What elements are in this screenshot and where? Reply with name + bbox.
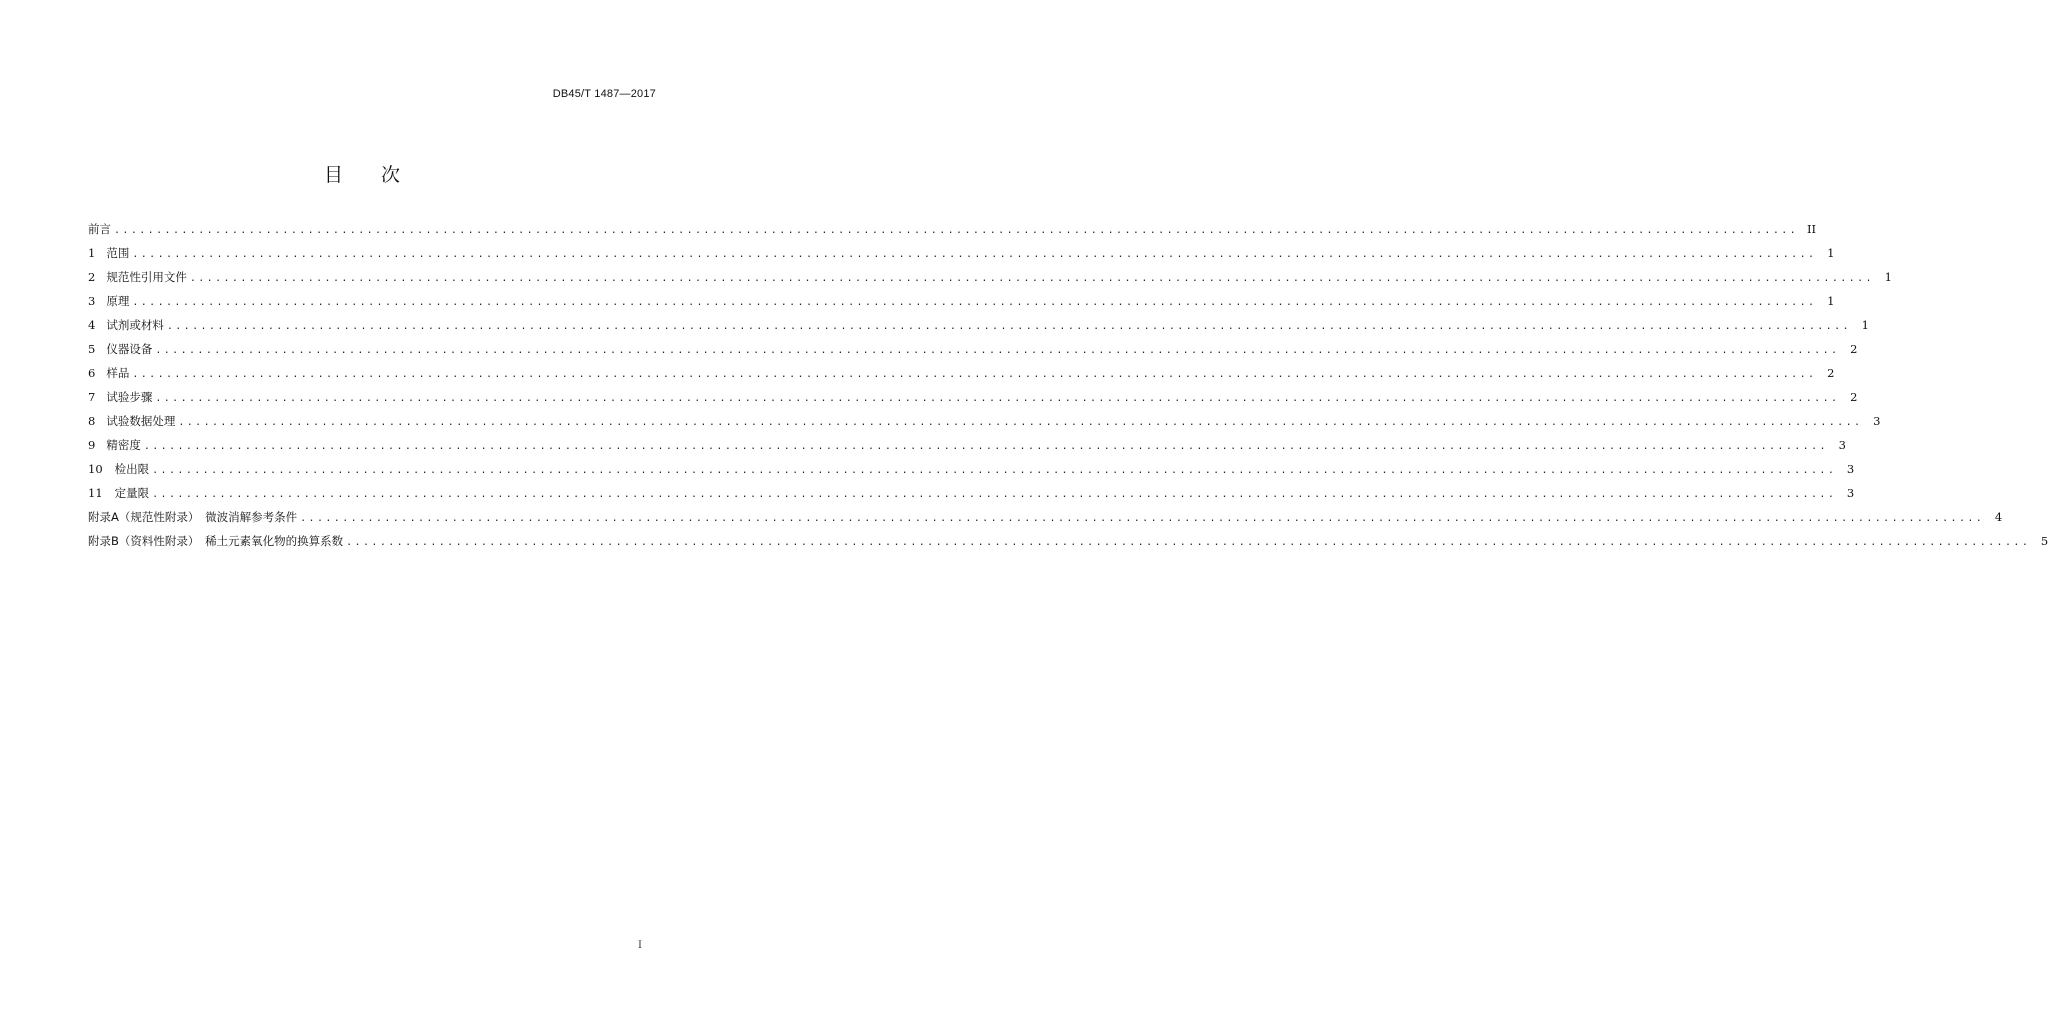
toc-entry[interactable]: [88, 265, 1892, 289]
toc-entry-title: 前言: [88, 222, 111, 236]
toc-dot-leader: ........................................................................................................................................................................................................: [155, 345, 1840, 356]
toc-entry-page: 1: [1827, 246, 1835, 260]
toc-entry-number: 9: [88, 438, 96, 452]
toc-entry[interactable]: [88, 457, 1855, 481]
toc-entry[interactable]: [88, 337, 1858, 361]
toc-entry-page: 2: [1827, 366, 1835, 380]
toc-entry-number: 3: [88, 294, 96, 308]
toc-title: 目 次: [323, 164, 417, 186]
toc-entry-number: 6: [88, 366, 96, 380]
toc-entry-title: 附录A（规范性附录） 微波消解参考条件: [88, 510, 298, 524]
toc-entry-title: 试剂或材料: [106, 318, 164, 332]
toc-entry[interactable]: [88, 505, 2003, 529]
toc-entry-title: 原理: [106, 294, 130, 308]
toc-entry-page: 5: [2040, 534, 2048, 548]
toc-entry-page: 2: [1850, 342, 1858, 356]
toc-entry-title: 定量限: [114, 486, 150, 500]
toc-entry-title: 试验数据处理: [106, 414, 176, 428]
toc-entry-title: 检出限: [114, 462, 150, 476]
toc-entry-number: 4: [88, 318, 96, 332]
toc-entry[interactable]: [88, 529, 2048, 553]
document-code: DB45/T 1487—2017: [552, 88, 656, 100]
toc-entry[interactable]: [88, 385, 1858, 409]
toc-dot-leader: ........................................................................................................................................................................................................: [166, 321, 1851, 332]
toc-entry-title: 样品: [106, 366, 130, 380]
toc-entry[interactable]: [88, 217, 1817, 241]
toc-dot-leader: ........................................................................................................................................................................................................: [143, 441, 1828, 452]
toc-entry-page: 3: [1846, 462, 1855, 476]
table-of-contents: [88, 217, 2048, 553]
toc-entry-page: 3: [1838, 438, 1846, 452]
toc-dot-leader: ........................................................................................................................................................................................................: [114, 225, 1799, 236]
toc-entry-number: 5: [88, 342, 96, 356]
toc-entry[interactable]: [88, 361, 1835, 385]
toc-entry-page: II: [1807, 222, 1817, 236]
toc-entry-page: 4: [1994, 510, 2003, 524]
toc-entry-title: 附录B（资料性附录） 稀土元素氧化物的换算系数: [88, 534, 344, 548]
toc-entry-page: 1: [1884, 270, 1892, 284]
toc-entry[interactable]: [88, 241, 1835, 265]
toc-dot-leader: ........................................................................................................................................................................................................: [152, 465, 1837, 476]
toc-entry-title: 规范性引用文件: [106, 270, 187, 284]
toc-dot-leader: ........................................................................................................................................................................................................: [178, 417, 1863, 428]
toc-entry-number: 11: [88, 486, 103, 500]
toc-entry-number: 7: [88, 390, 96, 404]
toc-entry-page: 2: [1850, 390, 1858, 404]
toc-entry-number: 8: [88, 414, 96, 428]
toc-dot-leader: ........................................................................................................................................................................................................: [346, 537, 2031, 548]
toc-entry-page: 3: [1873, 414, 1881, 428]
toc-dot-leader: ........................................................................................................................................................................................................: [132, 369, 1817, 380]
toc-dot-leader: ........................................................................................................................................................................................................: [132, 297, 1817, 308]
toc-entry-title: 仪器设备: [106, 342, 153, 356]
toc-entry-title: 范围: [106, 246, 130, 260]
toc-entry[interactable]: [88, 481, 1855, 505]
toc-entry-page: 3: [1846, 486, 1855, 500]
page-number: I: [638, 940, 642, 951]
toc-dot-leader: ........................................................................................................................................................................................................: [155, 393, 1840, 404]
toc-entry-title: 试验步骤: [106, 390, 153, 404]
toc-dot-leader: ........................................................................................................................................................................................................: [300, 513, 1985, 524]
toc-dot-leader: ........................................................................................................................................................................................................: [152, 489, 1837, 500]
toc-entry[interactable]: [88, 433, 1846, 457]
toc-entry-page: 1: [1827, 294, 1835, 308]
toc-dot-leader: ........................................................................................................................................................................................................: [132, 249, 1817, 260]
toc-entry-number: 1: [88, 246, 96, 260]
toc-dot-leader: ........................................................................................................................................................................................................: [189, 273, 1874, 284]
toc-entry-number: 2: [88, 270, 96, 284]
toc-entry-number: 10: [88, 462, 103, 476]
toc-entry[interactable]: [88, 289, 1835, 313]
toc-entry-title: 精密度: [106, 438, 141, 452]
toc-entry[interactable]: [88, 313, 1869, 337]
toc-entry-page: 1: [1861, 318, 1869, 332]
toc-entry[interactable]: [88, 409, 1881, 433]
